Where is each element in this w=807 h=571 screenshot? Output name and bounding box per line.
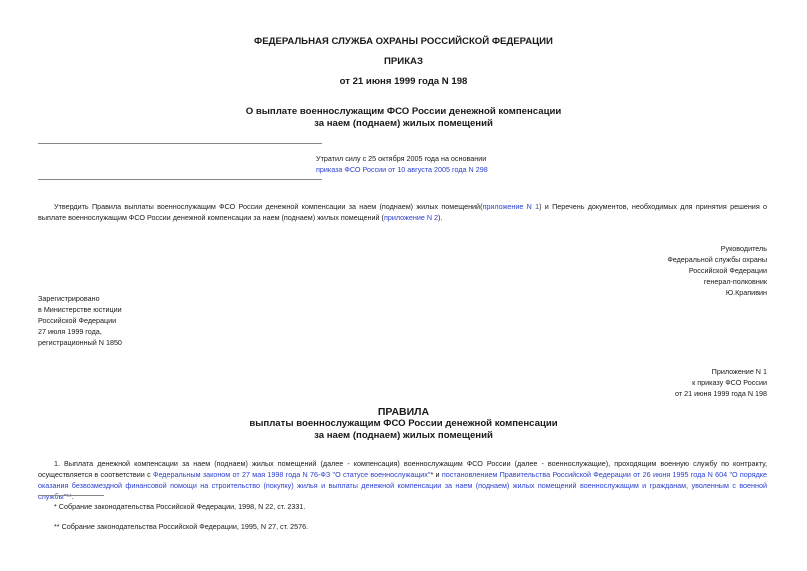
registration-line1: Зарегистрировано (38, 294, 100, 303)
appendix-1-link[interactable]: приложение N 1 (482, 202, 540, 211)
doc-date-number: от 21 июня 1999 года N 198 (339, 76, 468, 87)
appendix-date: от 21 июня 1999 года N 198 (674, 389, 767, 398)
footnote-1: * Собрание законодательства Российской Федерации, 1998, N 22, ст. 2331. (54, 502, 306, 511)
body-text-2: ) и Перечень документов, необходимых для принятия решения о выплате военнослужащим ФСО России денежной компенсации за наем (поднаем) жилых помещений ( (38, 202, 767, 222)
clause-1 (38, 458, 767, 502)
status-rule-bottom (38, 179, 322, 180)
footnote-2: ** Собрание законодательства Российской Федерации, 1995, N 27, ст. 2576. (54, 522, 309, 531)
appendix-2-link[interactable]: приложение N 2 (383, 213, 439, 222)
agency-title: ФЕДЕРАЛЬНАЯ СЛУЖБА ОХРАНЫ РОССИЙСКОЙ ФЕДЕРАЦИИ (254, 36, 553, 47)
rules-subtitle-line2: за наем (поднаем) жилых помещений (314, 430, 493, 441)
registration-line5: регистрационный N 1850 (38, 338, 122, 347)
signature-service: Федеральной службы охраны (667, 255, 767, 264)
signature-position: Руководитель (720, 244, 767, 253)
body-text-3: ). (438, 213, 443, 222)
appendix-ref: к приказу ФСО России (692, 378, 767, 387)
rules-title: ПРАВИЛА (377, 406, 430, 418)
status-line: Утратил силу с 25 октября 2005 года на основании (316, 154, 487, 163)
doc-title-line2: за наем (поднаем) жилых помещений (314, 118, 493, 129)
registration-line4: 27 июля 1999 года, (38, 327, 102, 336)
signature-country: Российской Федерации (688, 266, 767, 275)
doc-type: ПРИКАЗ (384, 56, 423, 67)
doc-title-line1: О выплате военнослужащим ФСО России денежной компенсации (245, 106, 562, 117)
federal-law-link[interactable]: Федеральным законом от 27 мая 1998 года N 76-ФЗ "О статусе военнослужащих" (153, 470, 431, 479)
government-decree-link[interactable]: постановлением Правительства Российской Федерации от 26 июня 1995 года N 604 "О порядке оказания безвозмездной финансовой помощи на строительство (покупку) жилья и выплаты денежной компенсации за наем (поднаем) жилых помещений военнослужащим и гражданам, уволенным с военной службы" (38, 470, 768, 501)
status-link[interactable]: приказа ФСО России от 10 августа 2005 года N 298 (316, 165, 488, 174)
status-rule-top (38, 143, 322, 144)
body-text-1: Утвердить Правила выплаты военнослужащим ФСО России денежной компенсации за наем (поднаем) жилых помещений( (54, 202, 483, 211)
rules-subtitle-line1: выплаты военнослужащим ФСО России денежной компенсации (249, 418, 558, 429)
footnote-divider (38, 495, 104, 496)
clause-1-text-1: 1. Выплата денежной компенсации за наем (поднаем) жилых помещений (далее - компенсация) военнослужащим ФСО России (далее - военнослужащие), проходящим военную службу по контракту, осуществляется в соответствии с (38, 459, 767, 479)
signature-name: Ю.Крапивин (725, 288, 767, 297)
clause-1-text-2: * и (430, 470, 442, 479)
registration-line3: Российской Федерации (38, 316, 117, 325)
clause-1-text-3: **. (66, 492, 74, 501)
registration-line2: в Министерстве юстиции (38, 305, 122, 314)
signature-rank: генерал-полковник (703, 277, 767, 286)
appendix-label: Приложение N 1 (711, 367, 767, 376)
body-paragraph (38, 201, 767, 223)
